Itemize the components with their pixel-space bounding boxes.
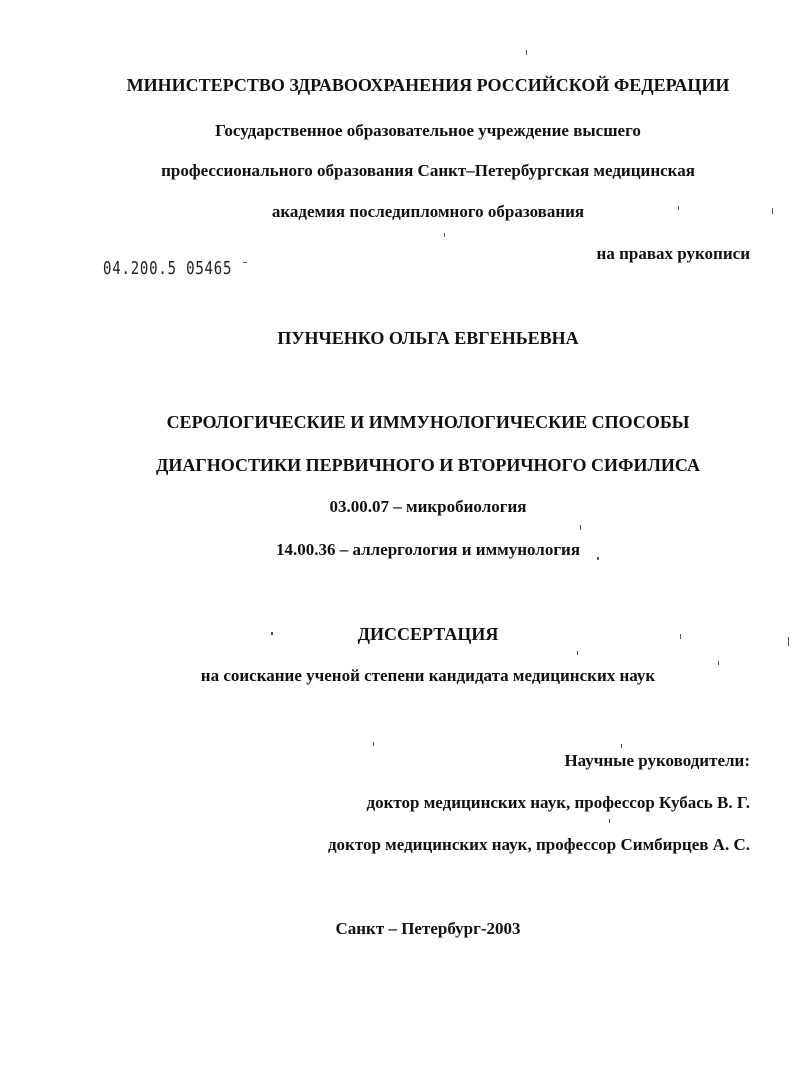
- degree-line: на соискание ученой степени кандидата медицинских наук: [200, 666, 656, 685]
- manuscript-note: на правах рукописи: [596, 244, 750, 263]
- registration-stamp: 04.200.5 05465: [103, 258, 233, 279]
- institution-line-1: Государственное образовательное учреждение высшего: [215, 121, 641, 140]
- scan-speck: [772, 208, 773, 214]
- scan-speck: [609, 819, 610, 823]
- specialty-code-2: 14.00.36 – аллергология и иммунология: [275, 540, 581, 559]
- scan-speck: [678, 206, 679, 210]
- dissertation-title-line-1: СЕРОЛОГИЧЕСКИЕ И ИММУНОЛОГИЧЕСКИЕ СПОСОБЫ: [166, 412, 690, 432]
- place-year: Санкт – Петербург-2003: [335, 919, 521, 938]
- supervisor-1: доктор медицинских наук, профессор Кубась В. Г.: [366, 793, 750, 812]
- work-type: ДИССЕРТАЦИЯ: [357, 624, 499, 644]
- scan-speck: [577, 651, 578, 655]
- scan-speck: [788, 637, 789, 646]
- scan-speck: [444, 233, 445, 237]
- institution-line-2: профессионального образования Санкт–Петербургская медицинская: [161, 161, 695, 180]
- supervisor-2: доктор медицинских наук, профессор Симбирцев А. С.: [327, 835, 750, 854]
- scan-speck: [580, 525, 581, 530]
- scan-speck: [718, 661, 719, 665]
- scan-speck: [621, 744, 622, 748]
- author-name: ПУНЧЕНКО ОЛЬГА ЕВГЕНЬЕВНА: [277, 328, 579, 348]
- ministry-heading: МИНИСТЕРСТВО ЗДРАВООХРАНЕНИЯ РОССИЙСКОЙ ФЕДЕРАЦИИ: [126, 75, 730, 95]
- scan-speck: [597, 557, 599, 560]
- scan-speck: [271, 632, 273, 635]
- scan-speck: [526, 50, 527, 55]
- scan-speck: [680, 634, 681, 639]
- scan-speck: [243, 262, 247, 263]
- specialty-code-1: 03.00.07 – микробиология: [329, 497, 527, 516]
- institution-line-3: академия последипломного образования: [271, 202, 585, 221]
- dissertation-title-line-2: ДИАГНОСТИКИ ПЕРВИЧНОГО И ВТОРИЧНОГО СИФИЛИСА: [155, 455, 701, 475]
- supervisors-heading: Научные руководители:: [564, 751, 750, 770]
- scan-speck: [373, 742, 374, 746]
